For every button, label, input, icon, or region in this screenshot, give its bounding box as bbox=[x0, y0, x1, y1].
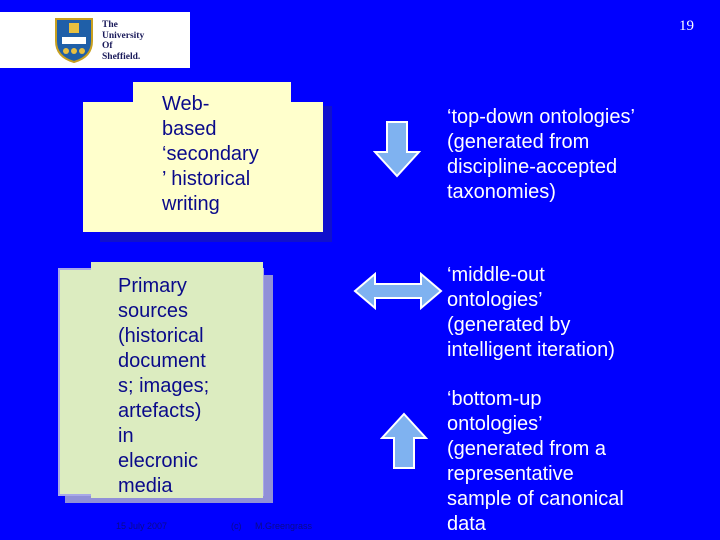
footer-copyright: (c) bbox=[231, 521, 242, 531]
up-arrow-icon bbox=[380, 412, 428, 470]
bottom-up-ontologies-text: ‘bottom-up ontologies’ (generated from a representative sample of canonical data bbox=[447, 388, 624, 535]
footer-author: M.Greengrass bbox=[255, 521, 313, 531]
down-arrow-icon bbox=[373, 120, 421, 178]
university-name: The University Of Sheffield. bbox=[102, 20, 145, 62]
middle-out-ontologies-text: ‘middle-out ontologies’ (generated by intelligent iteration) bbox=[447, 264, 615, 361]
primary-sources-text: Primary sources (historical document s; images; artefacts) in elecronic media bbox=[118, 275, 210, 497]
web-based-text: Web- based ‘secondary ’ historical writing bbox=[162, 93, 259, 215]
top-down-ontologies-text: ‘top-down ontologies’ (generated from discipline-accepted taxonomies) bbox=[447, 106, 635, 203]
footer-date: 15 July 2007 bbox=[116, 521, 168, 531]
double-headed-arrow-icon bbox=[353, 272, 443, 310]
university-logo bbox=[0, 12, 190, 68]
slide-number: 19 bbox=[679, 18, 694, 34]
shield-icon bbox=[54, 17, 94, 63]
